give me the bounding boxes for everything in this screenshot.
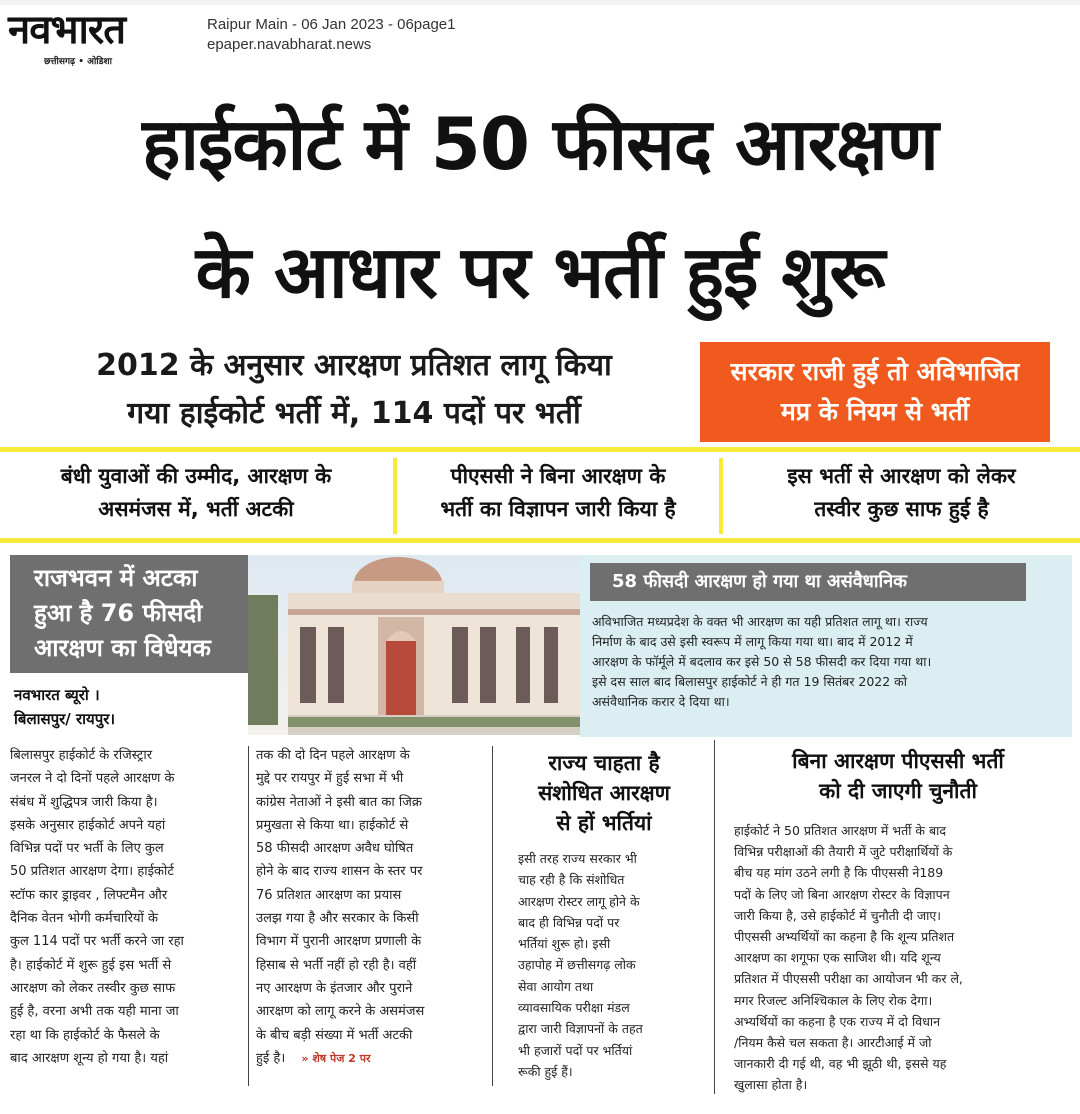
text-line: इसी तरह राज्य सरकार भी [518, 851, 637, 866]
text-line: व्यावसायिक परीक्षा मंडल [518, 1000, 630, 1016]
text-line: विभाग में पुरानी आरक्षण प्रणाली के [256, 934, 422, 950]
article-column-2 [256, 744, 482, 1070]
text-line: अभ्यर्थियों का कहना है एक राज्य में दो विधान [734, 1013, 941, 1029]
text-line: आरक्षण को लागू करने के असमंजस [256, 1004, 425, 1020]
info-box-title: 58 फीसदी आरक्षण हो गया था असंवैधानिक [590, 563, 1026, 601]
title-line: से हों भर्तियां [556, 811, 652, 835]
info-line: इसे दस साल बाद बिलासपुर हाईकोर्ट ने ही गत 19 सितंबर 2022 को [592, 674, 908, 689]
continued-on-page-link[interactable]: » शेष पेज 2 पर [301, 1051, 371, 1065]
text-line: हिसाब से भर्ती नहीं हो रही है। वहीं [256, 957, 417, 973]
text-line: 50 प्रतिशत आरक्षण देगा। हाईकोर्ट [10, 864, 174, 880]
text-line: तक की दो दिन पहले आरक्षण के [256, 748, 410, 763]
text-line: उहापोह में छत्तीसगढ़ लोक [518, 957, 636, 973]
article-column-4 [722, 744, 1074, 1096]
pillar-3-line-1: इस भर्ती से आरक्षण को लेकर [787, 464, 1016, 488]
text-line: प्रतिशत में पीएससी परीक्षा का आयोजन भी कर ले, [734, 971, 963, 987]
orange-line-1: सरकार राजी हुई तो अविभाजित [730, 357, 1020, 386]
high-court-photo [248, 555, 580, 735]
pillar-point-3 [723, 452, 1080, 538]
text-line: कांग्रेस नेताओं ने इसी बात का जिक्र [256, 794, 422, 810]
text-line: होने के बाद राज्य शासन के स्तर पर [256, 864, 423, 880]
byline-bureau: नवभारत ब्यूरो । [14, 686, 100, 704]
text-line: जारी किया है, उसे हाईकोर्ट में चुनौती दी जाए। [734, 907, 942, 923]
subhead-line-1: 2012 के अनुसार आरक्षण प्रतिशत लागू किया [96, 348, 612, 383]
side-headline-box [10, 555, 250, 673]
text-line: हुई है, वरना अभी तक यही माना जा [10, 1004, 179, 1020]
text-line: संबंध में शुद्धिपत्र जारी किया है। [10, 794, 158, 810]
text-line: बिलासपुर हाईकोर्ट के रजिस्ट्रार [10, 748, 153, 763]
text-line: मगर रिजल्ट अनिश्चिकाल के लिए रोक देगा। [734, 992, 933, 1008]
text-line: हाईकोर्ट ने 50 प्रतिशत आरक्षण में भर्ती के बाद [734, 823, 947, 838]
subheadline [18, 342, 690, 438]
text-line: 76 प्रतिशत आरक्षण का प्रयास [256, 887, 402, 903]
column-3-title [500, 748, 708, 838]
text-line: पीएससी अभ्यर्थियों का कहना है कि शून्य प्रतिशत [734, 929, 955, 945]
pillar-3-line-2: तस्वीर कुछ साफ हुई है [814, 497, 989, 521]
column-4-title [722, 746, 1074, 806]
text-line: मुद्दे पर रायपुर में हुई सभा में भी [256, 771, 404, 787]
info-line: असंवैधानिक करार दे दिया था। [592, 694, 730, 709]
text-line: विभिन्न पदों पर भर्ती के लिए कुल [10, 841, 164, 857]
column-rule [248, 746, 249, 1086]
text-line: हुई है। [256, 1050, 286, 1066]
pillar-1-line-1: बंधी युवाओं की उम्मीद, आरक्षण के [60, 464, 332, 488]
text-line: उलझ गया है और सरकार के किसी [256, 911, 419, 927]
byline [14, 683, 244, 731]
headline-line-2: के आधार पर भर्ती हुई शुरू [195, 230, 885, 314]
info-box-body [592, 612, 1062, 712]
orange-highlight-box [700, 342, 1050, 442]
text-line: इसके अनुसार हाईकोर्ट अपने यहां [10, 817, 166, 833]
headline-line-1: हाईकोर्ट में 50 फीसद आरक्षण [142, 102, 938, 186]
side-box-line-3: आरक्षण का विधेयक [34, 634, 211, 662]
yellow-rule-bottom [0, 538, 1080, 543]
text-line: के बीच बड़ी संख्या में भर्ती अटकी [256, 1027, 413, 1043]
text-line: आरक्षण रोस्टर लागू होने के [518, 893, 640, 909]
newspaper-logo: नवभारत [8, 6, 126, 53]
text-line: खुलासा होता है। [734, 1077, 808, 1093]
top-border [0, 0, 1080, 5]
edition-info: Raipur Main - 06 Jan 2023 - 06page1 [207, 16, 456, 33]
text-line: आरक्षण का शगूफा एक साजिश थी। यदि शून्य [734, 950, 941, 966]
pillar-2-line-1: पीएससी ने बिना आरक्षण के [450, 464, 666, 488]
title-line: संशोधित आरक्षण [538, 781, 670, 805]
text-line: भर्तियां शुरू हो। इसी [518, 936, 611, 952]
text-line: जानकारी दी गई थी, वह भी झूठी थी, इससे यह [734, 1056, 947, 1072]
text-line: भी हजारों पदों पर भर्तियां [518, 1042, 633, 1058]
text-line: बीच यह मांग उठने लगी है कि पीएससी ने189 [734, 865, 944, 881]
title-line: बिना आरक्षण पीएससी भर्ती [792, 749, 1004, 773]
text-line: बाद ही विभिन्न पदों पर [518, 914, 620, 930]
text-line: /नियम कैसे चल सकता है। आरटीआई में जो [734, 1035, 932, 1051]
text-line: चाह रही है कि संशोधित [518, 872, 625, 888]
info-line: अविभाजित मध्यप्रदेश के वक्त भी आरक्षण का यही प्रतिशत लागू था। राज्य [592, 614, 928, 629]
text-line: कुल 114 पदों पर भर्ती करने जा रहा [10, 934, 184, 950]
column-3-body [500, 848, 708, 1082]
text-line: विभिन्न परीक्षाओं की तैयारी में जुटे परीक्षार्थियों के [734, 844, 953, 860]
article-column-3 [500, 744, 708, 1082]
text-line: प्रमुखता से किया था। हाईकोर्ट से [256, 817, 409, 833]
text-line: द्वारा जारी विज्ञापनों के तहत [518, 1021, 643, 1037]
pillar-point-2 [397, 452, 719, 538]
logo-subtitle: छत्तीसगढ़ • ओडिशा [44, 57, 112, 67]
article-column-1 [10, 744, 242, 1070]
text-line: आरक्षण को लेकर तस्वीर कुछ साफ [10, 980, 176, 996]
text-line: दैनिक वेतन भोगी कर्मचारियों के [10, 911, 158, 927]
pillar-1-line-2: असमंजस में, भर्ती अटकी [98, 497, 294, 521]
title-line: को दी जाएगी चुनौती [819, 779, 977, 803]
subhead-line-2: गया हाईकोर्ट भर्ती में, 114 पदों पर भर्ती [127, 396, 581, 431]
info-line: निर्माण के बाद उसे इसी स्वरूप में लागू किया गया था। बाद में 2012 में [592, 634, 913, 649]
title-line: राज्य चाहता है [548, 751, 660, 775]
building-illustration [248, 555, 580, 735]
text-line: बाद आरक्षण शून्य हो गया है। यहां [10, 1050, 169, 1066]
epaper-url: epaper.navabharat.news [207, 36, 372, 53]
side-box-line-2: हुआ है 76 फीसदी [34, 599, 203, 627]
pillar-2-line-2: भर्ती का विज्ञापन जारी किया है [440, 497, 676, 521]
column-4-body [722, 820, 1074, 1096]
orange-line-2: मप्र के नियम से भर्ती [780, 397, 970, 426]
byline-place: बिलासपुर/ रायपुर। [14, 710, 116, 728]
column-rule [492, 746, 493, 1086]
text-line: है। हाईकोर्ट में शुरू हुई इस भर्ती से [10, 957, 172, 973]
main-headline [0, 80, 1080, 336]
text-line: स्टॉफ कार ड्राइवर , लिफ्टमैन और [10, 887, 168, 903]
text-line: रूकी हुई हैं। [518, 1063, 573, 1079]
text-line: जनरल ने दो दिनों पहले आरक्षण के [10, 771, 175, 787]
text-line: 58 फीसदी आरक्षण अवैध घोषित [256, 841, 414, 857]
info-line: आरक्षण के फॉर्मूले में बदलाव कर इसे 50 से 58 फीसदी कर दिया गया था। [592, 654, 932, 669]
text-line: सेवा आयोग तथा [518, 978, 594, 994]
side-box-line-1: राजभवन में अटका [34, 564, 198, 592]
column-rule [714, 740, 715, 1094]
last-line-row [256, 1047, 482, 1070]
pillar-point-1 [0, 452, 392, 538]
text-line: नए आरक्षण के इंतजार और पुराने [256, 980, 413, 996]
text-line: पदों के लिए जो बिना आरक्षण रोस्टर के विज्ञापन [734, 886, 950, 902]
text-line: रहा था कि हाईकोर्ट के फैसले के [10, 1027, 160, 1043]
